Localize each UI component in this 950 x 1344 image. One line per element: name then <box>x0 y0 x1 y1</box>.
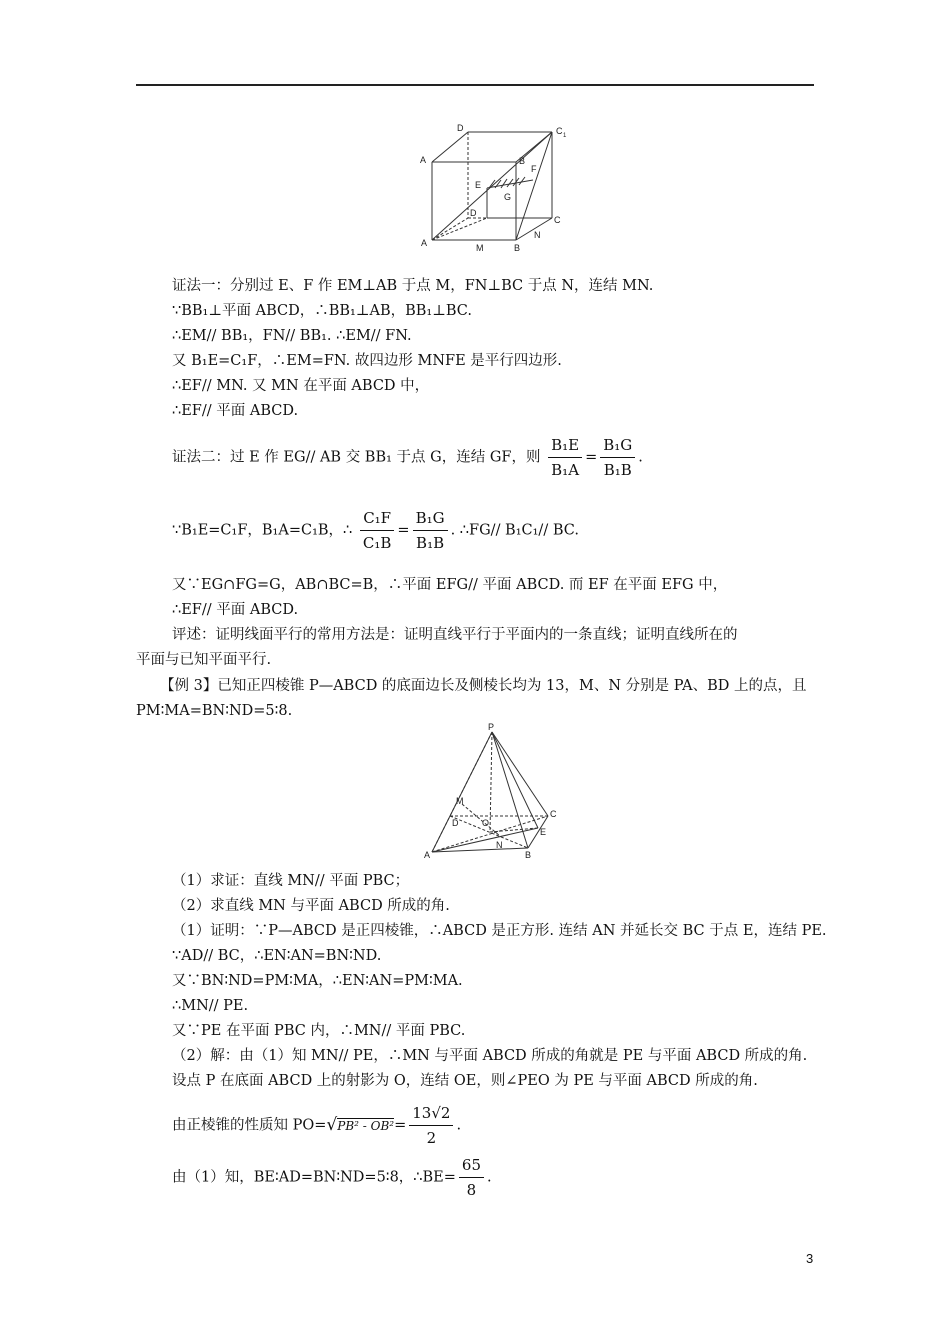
proof1-line6: ∴EF// 平面 ABCD. <box>172 403 299 419</box>
fig1-label-f: F <box>531 164 537 174</box>
fraction-po-value <box>409 1103 453 1148</box>
comment-line2: 平面与已知平面平行. <box>136 652 272 668</box>
sqrt-expression: √PB² - OB² <box>326 1115 395 1135</box>
proof1-line3: ∴EM// BB₁，FN// BB₁. ∴EM// FN. <box>172 328 412 344</box>
fig1-label-c: C <box>554 215 561 225</box>
solution-line4: ∴MN// PE. <box>172 998 249 1014</box>
fig1-label-g: G <box>504 192 512 202</box>
proof1-line1: 证法一：分别过 E、F 作 EM⊥AB 于点 M，FN⊥BC 于点 N，连结 MN. <box>172 278 654 294</box>
fig2-label-d: D <box>452 818 459 828</box>
fig1-label-a: A <box>421 238 428 248</box>
fig1-label-b: B <box>514 243 521 253</box>
fraction-numerator: 65 <box>459 1155 484 1178</box>
proof1-line5: ∴EF// MN. 又 MN 在平面 ABCD 中， <box>172 378 430 394</box>
fraction-numerator: B₁G <box>413 508 448 531</box>
proof2-line2-text: ∵B₁E=C₁F，B₁A=C₁B，∴ <box>172 522 353 539</box>
fig1-label-a1: A <box>420 155 427 165</box>
fraction-numerator: B₁G <box>600 435 635 458</box>
fig1-label-c1: C <box>556 126 563 136</box>
solution-line8-text: 由正棱锥的性质知 PO= <box>172 1117 327 1134</box>
fraction-be-value <box>459 1155 484 1200</box>
proof2-line2-post: . ∴FG// B₁C₁// BC. <box>450 522 579 539</box>
fraction-numerator: C₁F <box>360 508 395 531</box>
fig1-label-d1: D <box>457 123 464 133</box>
fraction-denominator: 8 <box>466 1181 477 1199</box>
fig2-label-c: C <box>550 809 557 819</box>
fig2-label-n: N <box>496 840 503 850</box>
fig2-label-e: E <box>540 827 547 837</box>
fig2-label-o: O <box>482 818 490 828</box>
solution-line9: 由（1）知，BE∶AD=BN∶ND=5∶8，∴BE= $\frac{65}{8}$ . <box>172 1156 492 1199</box>
sqrt-radicand: PB² - OB² <box>337 1119 395 1133</box>
fig1-label-e: E <box>475 180 482 190</box>
pyramid-figure <box>420 720 570 860</box>
fraction-numerator: B₁E <box>548 435 582 458</box>
page-number: 3 <box>806 1251 814 1266</box>
solution-line7: 设点 P 在底面 ABCD 上的射影为 O，连结 OE，则∠PEO 为 PE 与平面 ABCD 所成的角. <box>172 1073 758 1089</box>
fig1-label-b1: B <box>519 156 526 166</box>
solution-line5: 又∵PE 在平面 PBC 内，∴MN// 平面 PBC. <box>172 1023 466 1039</box>
proof1-line4: 又 B₁E=C₁F，∴EM=FN. 故四边形 MNFE 是平行四边形. <box>172 353 562 369</box>
solution-line1: （1）证明：∵P—ABCD 是正四棱锥，∴ABCD 是正方形. 连结 AN 并延长交 BC 于点 E，连结 PE. <box>172 923 827 939</box>
fig2-label-a: A <box>424 850 431 860</box>
solution-line8: 由正棱锥的性质知 PO=√PB² - OB²= $\frac{13√2}{2}$ . <box>172 1104 462 1147</box>
fraction-denominator: C₁B <box>362 534 392 552</box>
example3-line2: PM∶MA=BN∶ND=5∶8. <box>136 703 293 719</box>
proof2-line4: ∴EF// 平面 ABCD. <box>172 602 299 618</box>
comment-line1: 评述：证明线面平行的常用方法是：证明直线平行于平面内的一条直线；证明直线所在的 <box>172 627 738 643</box>
fraction-denominator: 2 <box>426 1129 437 1147</box>
equals-sign: = <box>394 1117 407 1134</box>
fig1-label-n: N <box>534 230 541 240</box>
cube-figure <box>415 120 575 258</box>
fraction-b1g-b1b-2 <box>413 508 448 553</box>
proof2-line3: 又∵EG∩FG=G，AB∩BC=B，∴平面 EFG// 平面 ABCD. 而 EF 在平面 EFG 中， <box>172 577 728 593</box>
solution-line6: （2）解：由（1）知 MN// PE，∴MN 与平面 ABCD 所成的角就是 PE 与平面 ABCD 所成的角. <box>172 1048 808 1064</box>
fraction-denominator: B₁A <box>551 461 580 479</box>
fraction-b1e-b1a <box>548 435 582 480</box>
header-rule <box>136 84 814 86</box>
fraction-c1f-c1b <box>360 508 395 553</box>
proof2-line2: ∵B₁E=C₁F，B₁A=C₁B，∴ $\frac{\text{C₁F}}{\text{C₁B}}$ = $\frac{\text{B₁G}}{\text{B₁B}}$ . ∴FG// B₁C₁// BC. <box>172 509 579 552</box>
fraction-numerator: 13√2 <box>409 1103 453 1126</box>
fraction-denominator: B₁B <box>416 534 445 552</box>
proof2-line1: 证法二：过 E 作 EG// AB 交 BB₁ 于点 G，连结 GF，则 $\frac{\text{B₁E}}{\text{B₁A}}$ = $\frac{\text{B₁G}}{\text{B₁B}}$ . <box>172 436 643 479</box>
fig2-label-p: P <box>488 722 495 732</box>
fraction-denominator: B₁B <box>603 461 632 479</box>
fig2-label-b: B <box>525 850 532 860</box>
proof1-line2: ∵BB₁⊥平面 ABCD，∴BB₁⊥AB，BB₁⊥BC. <box>172 303 472 319</box>
part2: （2）求直线 MN 与平面 ABCD 所成的角. <box>172 898 450 914</box>
solution-line3: 又∵BN∶ND=PM∶MA，∴EN∶AN=PM∶MA. <box>172 973 463 989</box>
proof2-line1-text: 证法二：过 E 作 EG// AB 交 BB₁ 于点 G，连结 GF，则 <box>172 449 541 466</box>
fig1-sub: 1 <box>563 133 567 139</box>
solution-line2: ∵AD// BC，∴EN∶AN=BN∶ND. <box>172 948 382 964</box>
fig1-label-d: D <box>470 208 477 218</box>
fraction-b1g-b1b <box>600 435 635 480</box>
solution-line9-text: 由（1）知，BE∶AD=BN∶ND=5∶8，∴BE= <box>172 1169 456 1186</box>
fig1-label-m: M <box>476 243 484 253</box>
part1: （1）求证：直线 MN// 平面 PBC； <box>172 873 410 889</box>
fig2-label-m: M <box>456 796 464 806</box>
example3-line1: 【例 3】已知正四棱锥 P—ABCD 的底面边长及侧棱长均为 13，M、N 分别是 PA、BD 上的点，且 <box>160 678 807 694</box>
